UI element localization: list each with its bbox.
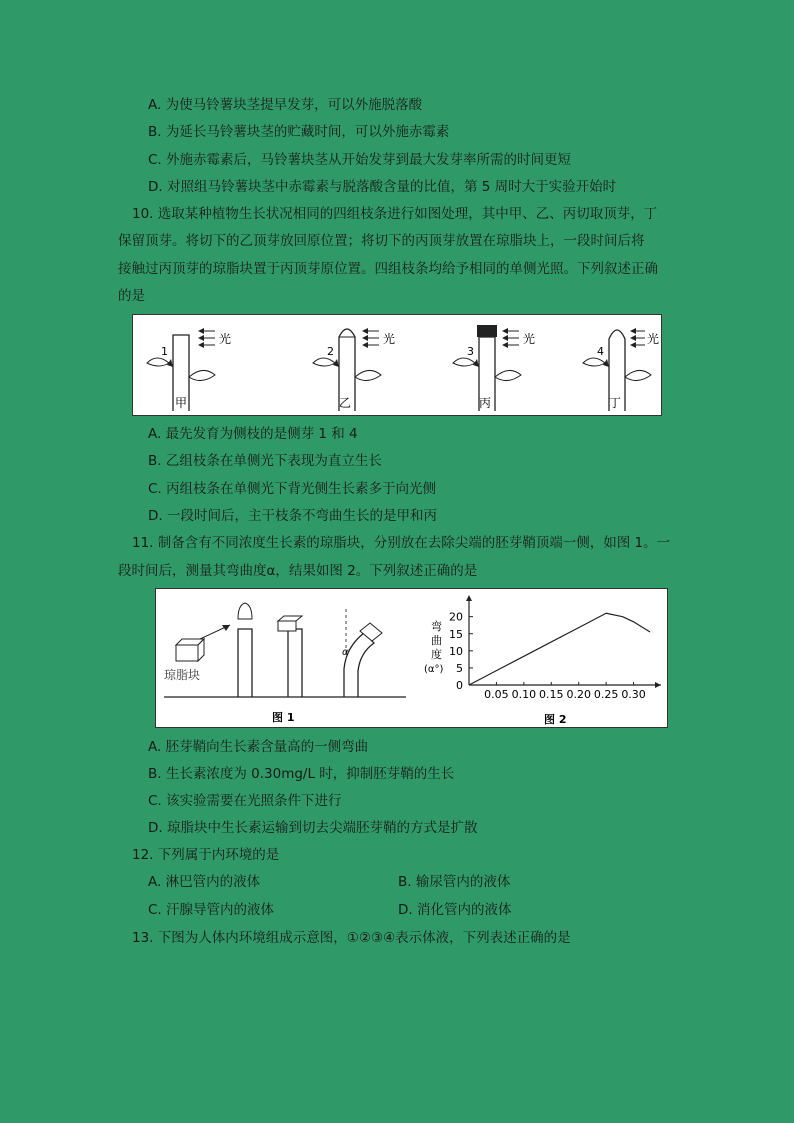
x-tick-label: 0.25 (593, 688, 619, 701)
figure-2-caption: 图 2 (544, 713, 567, 726)
q9-option-b: B. 为延长马铃薯块茎的贮藏时间，可以外施赤霉素 (148, 124, 450, 140)
q10-stem-line1: 10. 选取某种植物生长状况相同的四组枝条进行如图处理，其中甲、乙、丙切取顶芽，丁 (132, 206, 658, 222)
x-axis-arrow (655, 682, 661, 688)
q11-option-a: A. 胚芽鞘向生长素含量高的一侧弯曲 (148, 739, 369, 755)
series-line (469, 613, 650, 685)
figure-1-caption: 图 1 (272, 711, 295, 724)
y-tick-label: 20 (449, 610, 463, 624)
ylabel-char-1: 弯 (431, 620, 442, 633)
ylabel-char-4: (α°) (424, 664, 444, 675)
group-label-ding: 丁 (609, 396, 622, 410)
q12-stem: 12. 下列属于内环境的是 (132, 847, 280, 863)
y-tick-label: 5 (456, 661, 463, 675)
x-tick-label: 0.15 (539, 688, 564, 701)
q12-option-d: D. 消化管内的液体 (398, 902, 512, 918)
q10-option-c: C. 丙组枝条在单侧光下背光侧生长素多于向光侧 (148, 481, 437, 497)
y-tick-label: 10 (449, 644, 463, 658)
light-label-jia: 光 (219, 332, 232, 346)
q12-option-c: C. 汗腺导管内的液体 (148, 902, 275, 918)
bud-label-4: 4 (597, 345, 604, 358)
y-tick-label: 15 (449, 627, 463, 641)
ylabel-char-2: 曲 (431, 634, 442, 647)
q10-figure (132, 314, 662, 416)
x-tick-label: 0.30 (621, 688, 646, 701)
q10-stem-line3: 接触过丙顶芽的琼脂块置于丙顶芽原位置。四组枝条均给予相同的单侧光照。下列叙述正确 (118, 261, 658, 277)
x-tick-label: 0.05 (484, 688, 509, 701)
light-label-bing: 光 (523, 332, 536, 346)
q12-option-a: A. 淋巴管内的液体 (148, 874, 261, 890)
q9-option-d: D. 对照组马铃薯块茎中赤霉素与脱落酸含量的比值，第 5 周时大于实验开始时 (148, 179, 617, 195)
q11-stem-line2: 段时间后，测量其弯曲度α，结果如图 2。下列叙述正确的是 (118, 563, 478, 579)
q11-figure (155, 588, 668, 728)
bud-label-1: 1 (161, 345, 168, 358)
bud-label-3: 3 (467, 345, 474, 358)
q9-option-a: A. 为使马铃薯块茎提早发芽，可以外施脱落酸 (148, 97, 423, 113)
x-tick-label: 0.20 (566, 688, 591, 701)
q12-option-b: B. 输尿管内的液体 (398, 874, 511, 890)
bud-label-2: 2 (327, 345, 334, 358)
figure-1-coleoptiles (164, 603, 406, 724)
q10-option-b: B. 乙组枝条在单侧光下表现为直立生长 (148, 453, 382, 469)
group-label-bing: 丙 (479, 396, 492, 410)
q11-option-d: D. 琼脂块中生长素运输到切去尖端胚芽鞘的方式是扩散 (148, 820, 478, 836)
branch-jia (147, 331, 231, 411)
ylabel-char-3: 度 (431, 648, 442, 661)
q11-option-b: B. 生长素浓度为 0.30mg/L 时，抑制胚芽鞘的生长 (148, 766, 455, 782)
y-tick-label: 0 (456, 679, 463, 692)
branch-ding (583, 330, 659, 411)
branch-yi (313, 329, 395, 411)
x-tick-label: 0.10 (511, 688, 537, 701)
q11-option-c: C. 该实验需要在光照条件下进行 (148, 793, 342, 809)
q10-stem-line2: 保留顶芽。将切下的乙顶芽放回原位置；将切下的丙顶芽放置在琼脂块上，一段时间后将 (118, 233, 645, 249)
q10-option-a: A. 最先发育为侧枝的是侧芽 1 和 4 (148, 426, 358, 442)
q11-stem-line1: 11. 制备含有不同浓度生长素的琼脂块，分别放在去除尖端的胚芽鞘顶端一侧，如图 1。一 (132, 535, 671, 551)
figure-2-chart (424, 595, 661, 726)
q10-option-d: D. 一段时间后，主干枝条不弯曲生长的是甲和丙 (148, 508, 437, 524)
q10-stem-line4: 的是 (118, 288, 145, 304)
light-label-yi: 光 (383, 332, 396, 346)
group-label-yi: 乙 (339, 396, 352, 410)
group-label-jia: 甲 (175, 396, 188, 410)
light-label-ding: 光 (647, 332, 660, 346)
agar-block-label: 琼脂块 (164, 668, 201, 682)
angle-alpha-label: α (342, 647, 349, 658)
branch-bing (453, 325, 535, 411)
y-axis-arrow (466, 595, 472, 601)
q13-stem: 13. 下图为人体内环境组成示意图，①②③④表示体液，下列表述正确的是 (132, 930, 571, 946)
q9-option-c: C. 外施赤霉素后，马铃薯块茎从开始发芽到最大发芽率所需的时间更短 (148, 152, 572, 168)
